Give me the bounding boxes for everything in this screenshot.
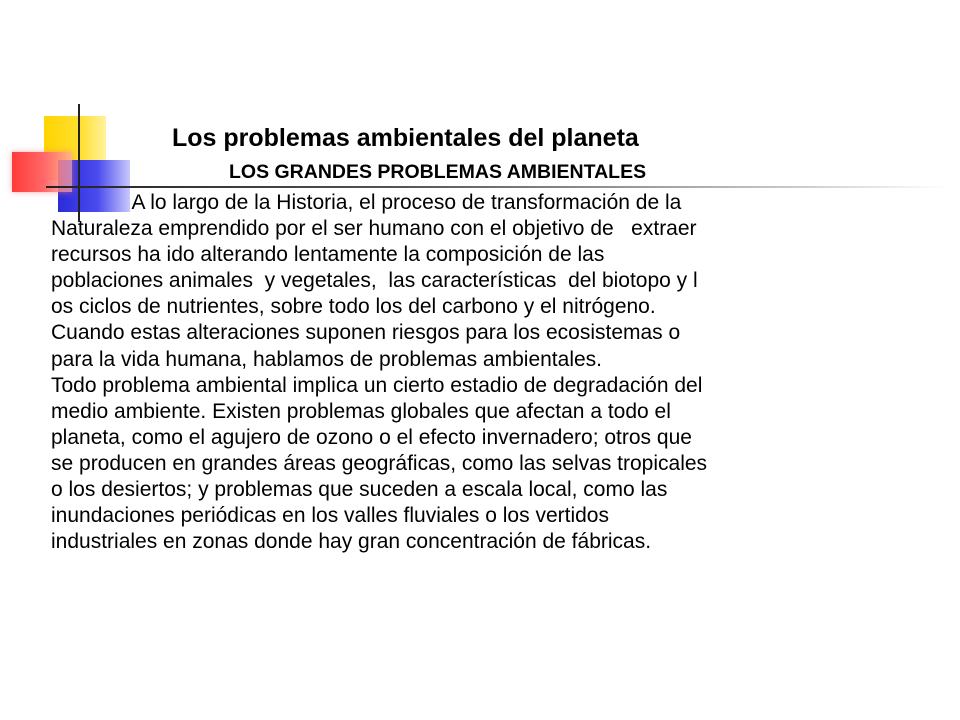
- body-line: o los desiertos; y problemas que suceden a escala local, como las: [51, 478, 668, 502]
- body-line: medio ambiente. Existen problemas globales que afectan a todo el: [51, 399, 671, 423]
- body-line: Todo problema ambiental implica un cierto estadio de degradación del: [51, 373, 703, 397]
- body-line: recursos ha ido alterando lentamente la composición de las: [51, 243, 605, 267]
- body-line: planeta, como el agujero de ozono o el efecto invernadero; otros que: [51, 425, 692, 449]
- body-line: se producen en grandes áreas geográficas, como las selvas tropicales: [51, 451, 708, 475]
- body-line: Cuando estas alteraciones suponen riesgos para los ecosistemas o: [51, 321, 681, 345]
- body-paragraph: [51, 190, 911, 555]
- slide-subtitle: LOS GRANDES PROBLEMAS AMBIENTALES: [229, 161, 647, 183]
- slide-title: Los problemas ambientales del planeta: [172, 124, 639, 152]
- body-line: A lo largo de la Historia, el proceso de transformación de la: [51, 191, 682, 214]
- body-line: inundaciones periódicas en los valles fluviales o los vertidos: [51, 504, 609, 528]
- body-line: os ciclos de nutrientes, sobre todo los del carbono y el nitrógeno.: [51, 295, 656, 319]
- horizontal-line-decoration: [46, 186, 946, 188]
- body-line: Naturaleza emprendido por el ser humano con el objetivo de extraer: [51, 217, 697, 241]
- body-line: industriales en zonas donde hay gran concentración de fábricas.: [51, 530, 652, 554]
- body-line: poblaciones animales y vegetales, las características del biotopo y l: [51, 269, 698, 293]
- body-line: para la vida humana, hablamos de problemas ambientales.: [51, 347, 602, 371]
